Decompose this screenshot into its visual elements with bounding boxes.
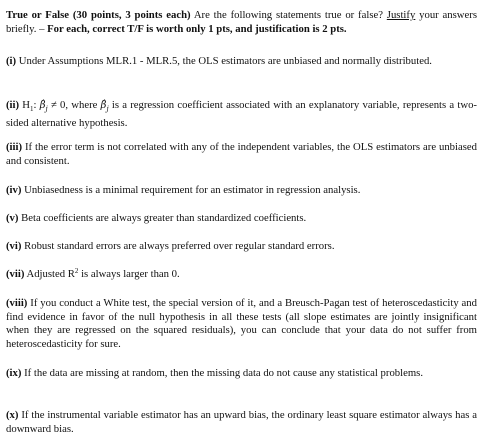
item-number: (i) — [6, 55, 17, 67]
item-number: (ix) — [6, 367, 22, 379]
item-vii — [6, 268, 477, 282]
item-text: If you conduct a White test, the special version of it, and a Breusch-Pagan test of heteroscedasticity and find evidence in favor of the null hypothesis in all these tests (all slope estimates are jointly insignificant when they are regressed on the squared residuals), you can conclude that your data do not suffer from heteroscedasticity for sure. — [6, 297, 477, 350]
intro-scoring: For each, correct T/F is worth only 1 pts, and justification is 2 pts. — [47, 22, 347, 35]
item-text: If the error term is not correlated with any of the independent variables, the OLS estimators are unbiased and consistent. — [6, 141, 477, 167]
item-text: If the instrumental variable estimator has an upward bias, the ordinary least square estimator always has a downward bias. — [6, 409, 477, 435]
item-text-pre: H — [19, 99, 31, 111]
item-number: (ii) — [6, 99, 20, 111]
item-viii — [6, 297, 477, 351]
item-vi — [6, 240, 477, 254]
item-text: Unbiasedness is a minimal requirement for an estimator in regression analysis. — [21, 184, 361, 196]
item-number: (v) — [6, 212, 19, 224]
item-number: (x) — [6, 409, 19, 421]
item-text-post: is always larger than 0. — [78, 268, 180, 280]
item-text: Robust standard errors are always preferred over regular standard errors. — [21, 240, 335, 252]
intro-paragraph — [6, 9, 477, 36]
intro-text-2: your answers briefly. – — [6, 9, 477, 35]
item-text-neq: ≠ 0, where — [47, 99, 101, 111]
item-text: Beta coefficients are always greater than standardized coefficients. — [18, 212, 307, 224]
beta-hat-symbol-2: β̂ — [100, 100, 107, 111]
item-number: (vi) — [6, 240, 22, 252]
item-number: (iv) — [6, 184, 22, 196]
item-ix — [6, 367, 477, 381]
intro-text-1: Are the following statements true or false? — [190, 9, 387, 21]
item-iv — [6, 184, 477, 198]
intro-heading: True or False (30 points, 3 points each) — [6, 9, 191, 21]
item-ii — [6, 99, 477, 130]
beta-hat-symbol: β̂ — [39, 100, 46, 111]
item-text-pre: Adjusted R — [24, 268, 75, 280]
beta-subscript-2: j — [106, 105, 109, 114]
item-iii — [6, 141, 477, 168]
item-text: Under Assumptions MLR.1 - MLR.5, the OLS estimators are unbiased and normally distributed. — [16, 55, 432, 67]
item-number: (iii) — [6, 141, 23, 153]
beta-subscript: j — [45, 105, 48, 114]
item-number: (vii) — [6, 268, 25, 280]
item-text-post: is a regression coefficient associated with an explanatory variable, represents a two-sided alternative hypothesis. — [6, 99, 477, 129]
item-i — [6, 55, 477, 69]
intro-justify: Justify — [386, 9, 416, 21]
item-number: (viii) — [6, 297, 28, 309]
item-text-sub: 1 — [30, 105, 34, 114]
item-v — [6, 212, 477, 226]
item-text-mid: : — [33, 99, 40, 111]
item-x — [6, 409, 477, 436]
item-text: If the data are missing at random, then the missing data do not cause any statistical problems. — [21, 367, 424, 379]
item-text-sup: 2 — [74, 267, 79, 275]
